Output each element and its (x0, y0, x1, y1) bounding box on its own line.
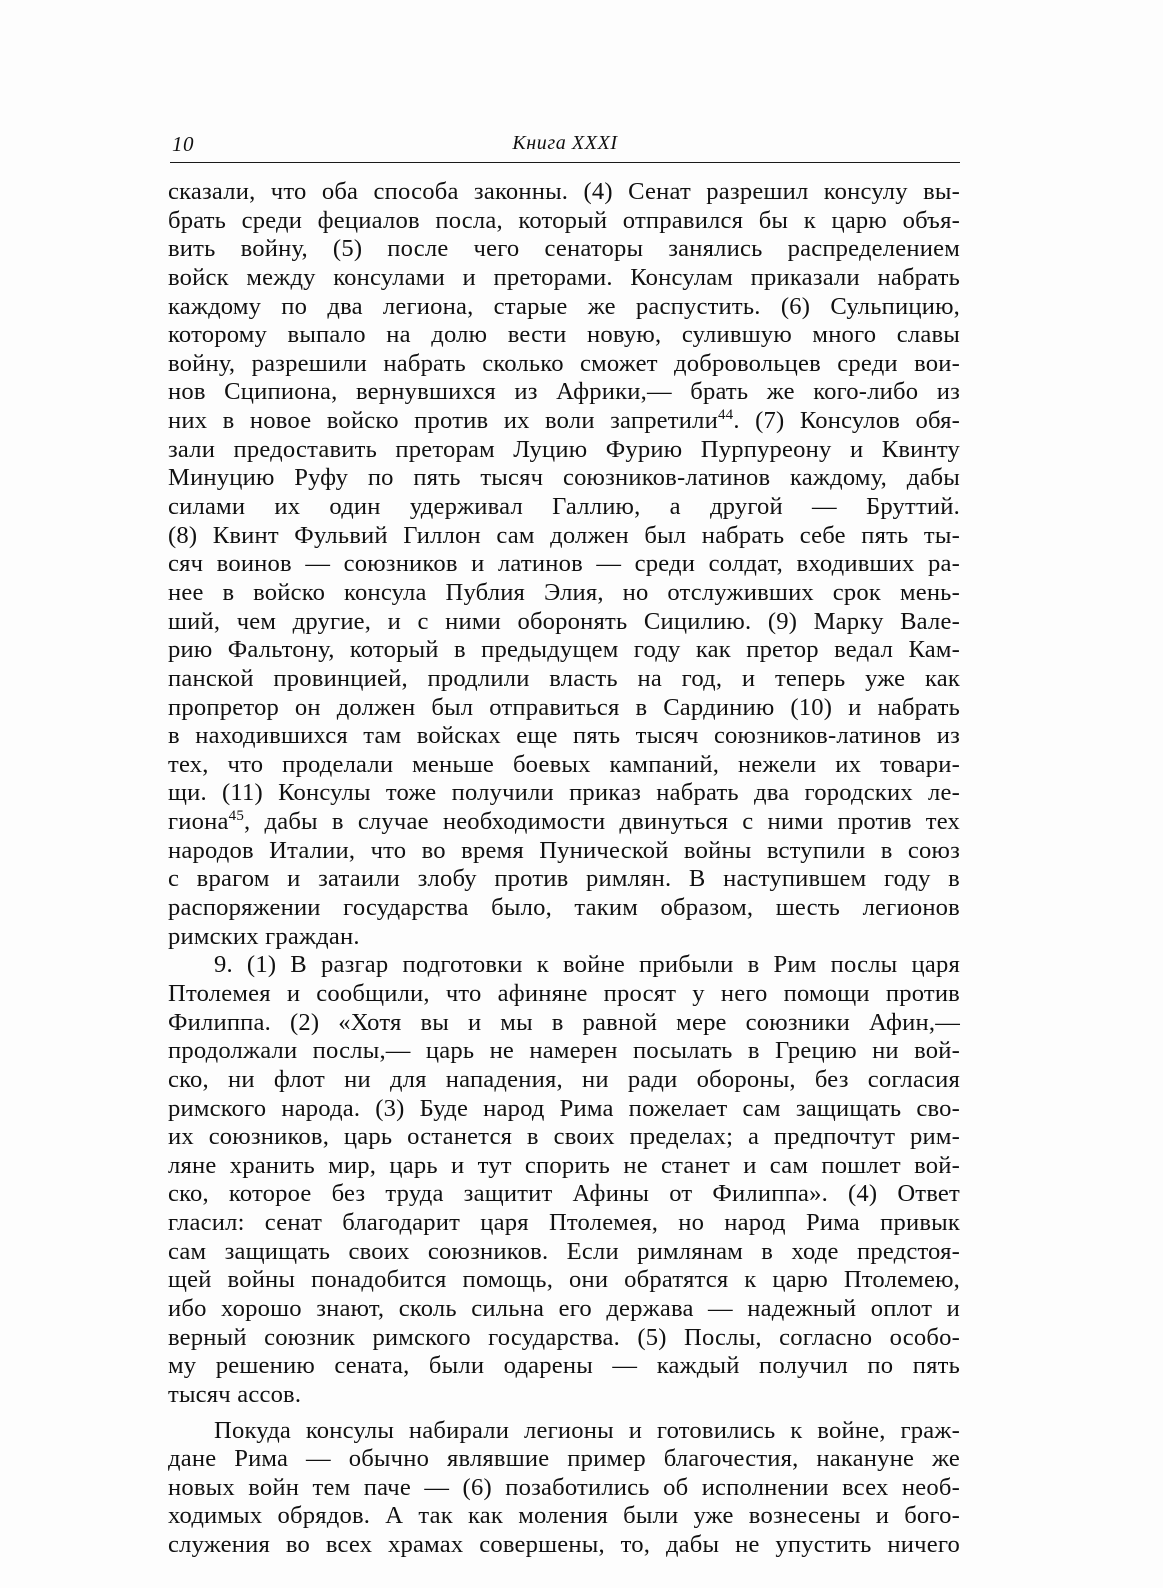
text-line: народов Италии, что во время Пунической войны вступили в союз (168, 836, 960, 864)
text-line: римского народа. (3) Буде народ Рима пожелает сам защищать сво- (168, 1094, 960, 1122)
text-line: их союзников, царь останется в своих пределах; а предпочтут рим- (168, 1123, 960, 1151)
text-line: в находившихся там войсках еще пять тысяч союзников-латинов из (168, 722, 960, 750)
text-line: Покуда консулы набирали легионы и готовились к войне, граж- (214, 1416, 960, 1444)
text-line-with-footnote (168, 407, 960, 436)
text-line: верный союзник римского государства. (5) Послы, согласно особо- (168, 1323, 960, 1351)
text-line: тысяч ассов. (168, 1380, 302, 1408)
text-line: ско, которое без труда защитит Афины от Филиппа». (4) Ответ (168, 1180, 960, 1208)
text-line: ходимых обрядов. А так как моления были уже вознесены и бого- (168, 1502, 960, 1530)
footnote-ref-44[interactable]: 44 (717, 407, 734, 424)
text-line: ско, ни флот ни для нападения, ни ради обороны, без согласия (168, 1065, 960, 1093)
body-text (168, 178, 960, 1560)
running-head (170, 130, 960, 163)
page-number: 10 (172, 132, 194, 156)
text-line: зали предоставить преторам Луцию Фурию Пурпуреону и Квинту (168, 435, 960, 463)
text-line: новых войн тем паче — (6) позаботились об исполнении всех необ- (168, 1473, 960, 1501)
text-line: римских граждан. (168, 922, 360, 950)
book-title: Книга XXXI (512, 132, 618, 154)
text-line: сказали, что оба способа законны. (4) Сенат разрешил консулу вы- (168, 178, 960, 205)
text-line: тех, что проделали меньше боевых кампаний, нежели их товари- (168, 750, 960, 778)
text-line: каждому по два легиона, старые же распустить. (6) Сульпицию, (168, 292, 960, 320)
text-line: брать среди фециалов посла, который отправился бы к царю объя- (168, 206, 960, 234)
text-line: войск между консулами и преторами. Консулам приказали набрать (168, 263, 960, 291)
paragraph-3 (168, 1417, 960, 1560)
text-line: которому выпало на долю вести новую, сулившую много славы (168, 321, 960, 349)
text-line: щи. (11) Консулы тоже получили приказ набрать два городских ле- (168, 779, 960, 807)
text-fragment: . (7) Консулов обя- (733, 407, 960, 435)
text-line: дане Рима — обычно являвшие пример благочестия, накануне же (168, 1445, 960, 1473)
text-line: Минуцию Руфу по пять тысяч союзников-латинов каждому, дабы (168, 464, 960, 492)
text-line: ляне хранить мир, царь и тут спорить не станет и сам пошлет вой- (168, 1151, 960, 1179)
text-line: сяч воинов — союзников и латинов — среди солдат, входивших ра- (168, 550, 960, 578)
text-line: ший, чем другие, и с ними оборонять Сицилию. (9) Марку Вале- (168, 607, 960, 635)
text-line: (8) Квинт Фульвий Гиллон сам должен был набрать себе пять ты- (168, 521, 960, 549)
text-line: Птолемея и сообщили, что афиняне просят у него помощи против (168, 979, 960, 1007)
text-line: нов Сципиона, вернувшихся из Африки,— брать же кого-либо из (168, 378, 960, 406)
text-line: Филиппа. (2) «Хотя вы и мы в равной мере союзники Афин,— (168, 1008, 960, 1036)
text-line: пропретор он должен был отправиться в Сардинию (10) и набрать (168, 693, 960, 721)
text-line: вить войну, (5) после чего сенаторы занялись распределением (168, 235, 960, 263)
text-line: продолжали послы,— царь не намерен посылать в Грецию ни вой- (168, 1037, 960, 1065)
text-line: му решению сената, были одарены — каждый получил по пять (168, 1352, 960, 1380)
text-line: 9. (1) В разгар подготовки к войне прибыли в Рим послы царя (214, 951, 960, 979)
text-line: распоряжении государства было, таким образом, шесть легионов (168, 894, 960, 922)
text-line: ибо хорошо знают, сколь сильна его держава — надежный оплот и (168, 1294, 960, 1322)
text-fragment: гиона (168, 808, 229, 836)
text-line: нее в войско консула Публия Элия, но отслуживших срок мень- (168, 578, 960, 606)
text-line: силами их один удерживал Галлию, а другой — Бруттий. (168, 493, 960, 521)
text-fragment: них в новое войско против их воли запретили (168, 407, 718, 435)
footnote-ref-45[interactable]: 45 (228, 808, 245, 825)
text-line: сам защищать своих союзников. Если римлянам в ходе предстоя- (168, 1237, 960, 1265)
text-line: щей войны понадобится помощь, они обратятся к царю Птолемею, (168, 1266, 960, 1294)
text-line: панской провинцией, продлили власть на год, и теперь уже как (168, 664, 960, 692)
text-line: гласил: сенат благодарит царя Птолемея, но народ Рима привык (168, 1209, 960, 1237)
text-line-with-footnote (168, 808, 960, 837)
text-line: служения во всех храмах совершены, то, дабы не упустить ничего (168, 1531, 960, 1559)
paragraph-1 (168, 178, 960, 951)
paragraph-2 (168, 951, 960, 1409)
text-fragment: , дабы в случае необходимости двинуться с ними против тех (244, 808, 960, 836)
text-line: с врагом и затаили злобу против римлян. В наступившем году в (168, 865, 960, 893)
text-line: войну, разрешили набрать сколько сможет добровольцев среди вои- (168, 349, 960, 377)
text-line: рию Фальтону, который в предыдущем году как претор ведал Кам- (168, 636, 960, 664)
